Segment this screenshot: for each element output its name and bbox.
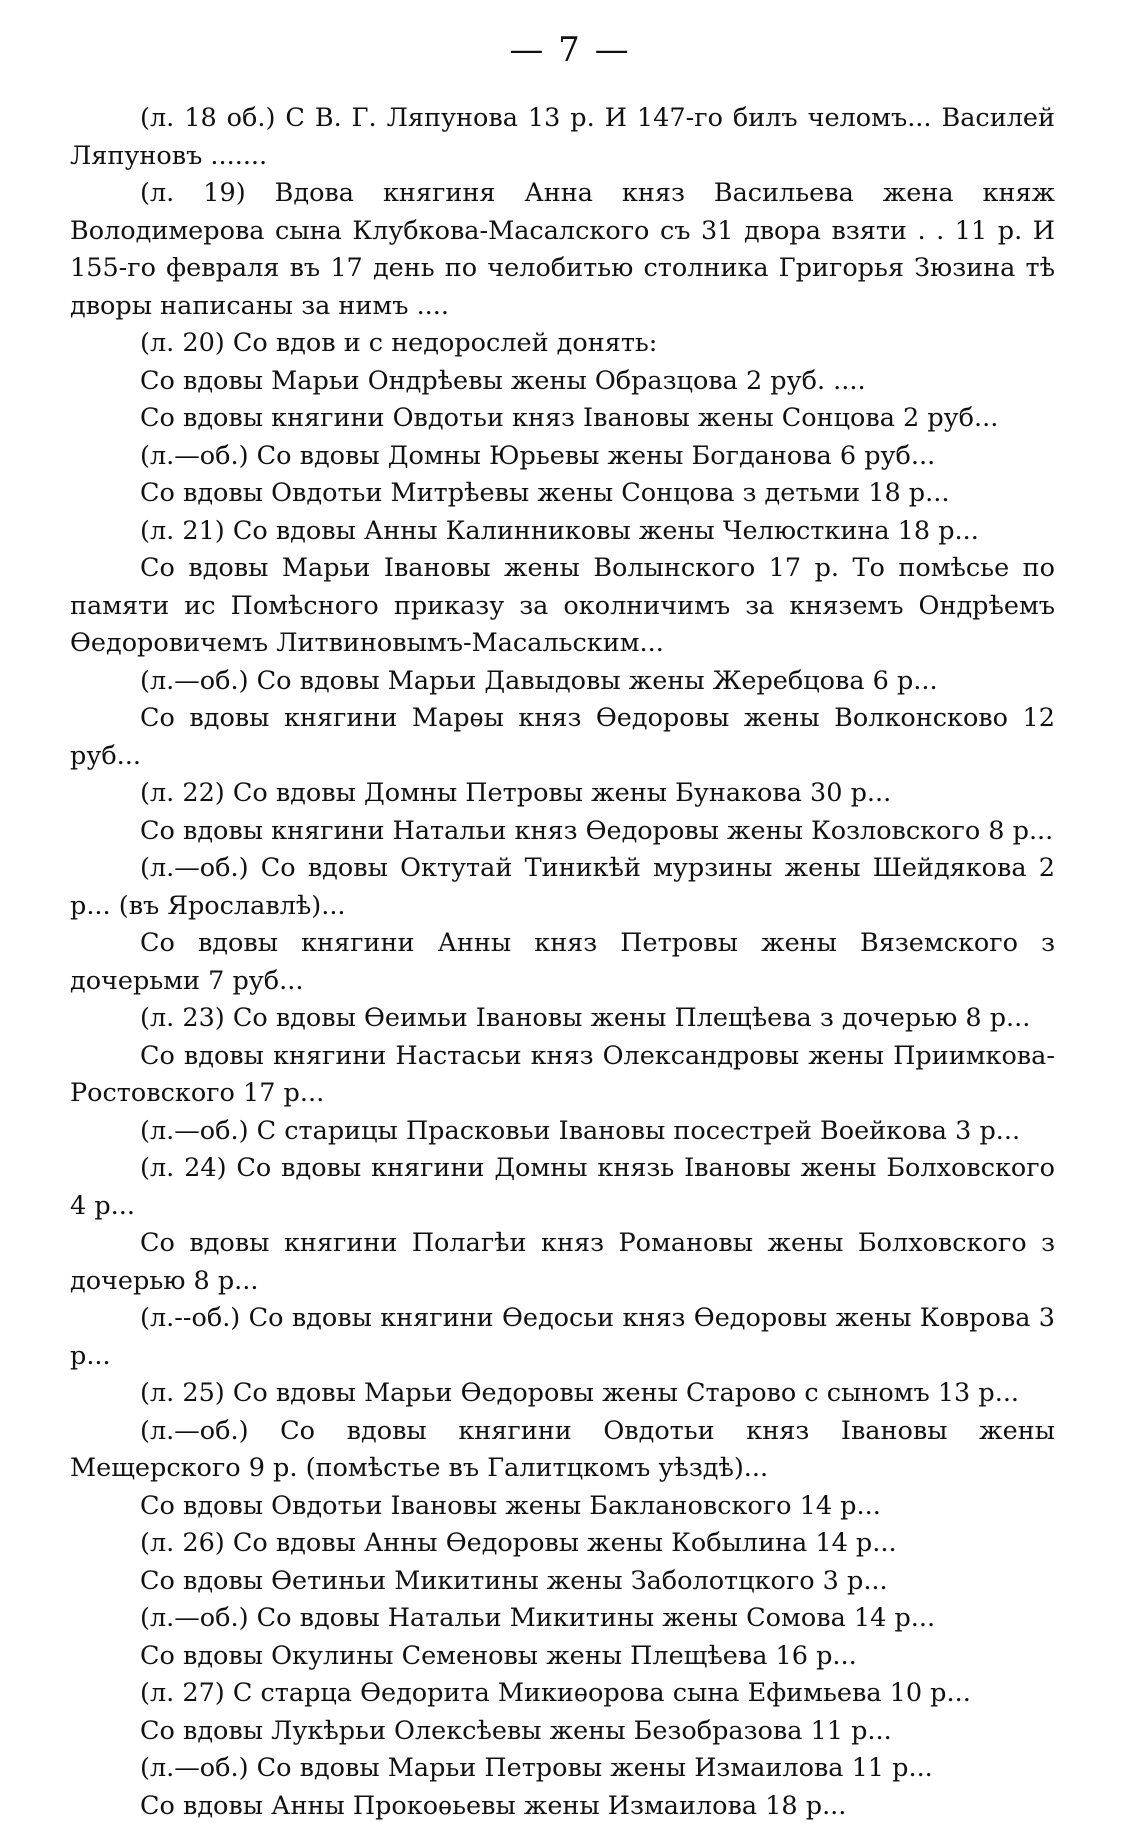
page-number: — 7 — [0, 30, 1140, 70]
paragraph: Со вдовы Марьи Ондрѣевы жены Образцова 2 руб. .... [70, 363, 1055, 401]
paragraph: (л. 18 об.) С В. Г. Ляпунова 13 р. И 147-го билъ челомъ... Василей Ляпуновъ ....... [70, 100, 1055, 175]
text-block [70, 100, 1055, 1825]
paragraph: (л.—об.) Со вдовы Натальи Микитины жены Сомова 14 р... [70, 1600, 1055, 1638]
paragraph: (л.—об.) Со вдовы Октутай Тиникѣй мурзины жены Шейдякова 2 р... (въ Ярославлѣ)... [70, 850, 1055, 925]
paragraph: (л. 22) Со вдовы Домны Петровы жены Бунакова 30 р... [70, 775, 1055, 813]
paragraph: (л. 21) Со вдовы Анны Калинниковы жены Челюсткина 18 р... [70, 513, 1055, 551]
paragraph: Со вдовы Окулины Семеновы жены Плещѣева 16 р... [70, 1638, 1055, 1676]
paragraph: (л.—об.) С старицы Прасковьи Івановы посестрей Воейкова 3 р... [70, 1113, 1055, 1151]
paragraph: Со вдовы Лукѣрьи Олексѣевы жены Безобразова 11 р... [70, 1713, 1055, 1751]
paragraph: Со вдовы княгини Полагѣи княз Романовы жены Болховского з дочерью 8 р... [70, 1225, 1055, 1300]
paragraph: (л. 27) С старца Ѳедорита Микиѳорова сына Ефимьева 10 р... [70, 1675, 1055, 1713]
paragraph: (л.—об.) Со вдовы княгини Овдотьи княз Івановы жены Мещерского 9 р. (помѣстье въ Галитцкомъ уѣздѣ)... [70, 1413, 1055, 1488]
paragraph: Со вдовы княгини Марѳы княз Ѳедоровы жены Волконсково 12 руб... [70, 700, 1055, 775]
paragraph: Со вдовы Анны Прокоѳьевы жены Измаилова 18 р... [70, 1788, 1055, 1825]
paragraph: (л. 19) Вдова княгиня Анна княз Васильева жена княж Володимерова сына Клубкова-Масалского съ 31 двора взяти . . 11 р. И 155-го февраля въ 17 день по челобитью столника Григорья Зюзина тѣ дворы написаны за нимъ .... [70, 175, 1055, 325]
paragraph: Со вдовы Ѳетиньи Микитины жены Заболотцкого 3 р... [70, 1563, 1055, 1601]
paragraph: (л. 26) Со вдовы Анны Ѳедоровы жены Кобылина 14 р... [70, 1525, 1055, 1563]
paragraph: (л.—об.) Со вдовы Марьи Давыдовы жены Жеребцова 6 р... [70, 663, 1055, 701]
paragraph: (л. 25) Со вдовы Марьи Ѳедоровы жены Старово с сыномъ 13 р... [70, 1375, 1055, 1413]
paragraph: (л. 23) Со вдовы Ѳеимьи Івановы жены Плещѣева з дочерью 8 р... [70, 1000, 1055, 1038]
paragraph: (л. 24) Со вдовы княгини Домны князь Івановы жены Болховского 4 р... [70, 1150, 1055, 1225]
paragraph: Со вдовы княгини Настасьи княз Олександровы жены Приимкова-Ростовского 17 р... [70, 1038, 1055, 1113]
paragraph: Со вдовы Овдотьи Івановы жены Баклановского 14 р... [70, 1488, 1055, 1526]
paragraph: (л.--об.) Со вдовы княгини Ѳедосьи княз Ѳедоровы жены Коврова 3 р... [70, 1300, 1055, 1375]
paragraph: (л.—об.) Со вдовы Марьи Петровы жены Измаилова 11 р... [70, 1750, 1055, 1788]
paragraph: Со вдовы Марьи Івановы жены Волынского 17 р. То помѣсье по памяти ис Помѣсного приказу за околничимъ за княземъ Ондрѣемъ Ѳедоровичемъ Литвиновымъ-Масальским... [70, 550, 1055, 663]
paragraph: Со вдовы княгини Овдотьи княз Івановы жены Сонцова 2 руб... [70, 400, 1055, 438]
paragraph: Со вдовы Овдотьи Митрѣевы жены Сонцова з детьми 18 р... [70, 475, 1055, 513]
paragraph: Со вдовы княгини Натальи княз Ѳедоровы жены Козловского 8 р... [70, 813, 1055, 851]
paragraph: (л. 20) Со вдов и с недорослей донять: [70, 325, 1055, 363]
paragraph: Со вдовы княгини Анны княз Петровы жены Вяземского з дочерьми 7 руб... [70, 925, 1055, 1000]
paragraph: (л.—об.) Со вдовы Домны Юрьевы жены Богданова 6 руб... [70, 438, 1055, 476]
